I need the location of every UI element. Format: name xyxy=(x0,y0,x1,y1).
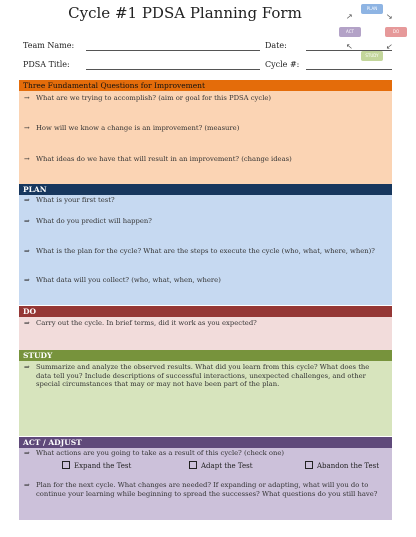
study-section xyxy=(19,350,392,436)
team-name-label: Team Name: xyxy=(23,41,75,50)
cycle-study-box: STUDY xyxy=(361,51,383,61)
checkbox-icon xyxy=(305,461,313,469)
question-item[interactable]: → What are we trying to accomplish? (aim or goal for this PDSA cycle) xyxy=(24,94,272,102)
question-item[interactable]: → What ideas do we have that will result in an improvement? (change ideas) xyxy=(24,155,292,163)
date-field[interactable] xyxy=(306,50,392,51)
arrow-icon: → xyxy=(343,40,355,53)
double-arrow-icon: ⇒ xyxy=(24,481,30,489)
act-heading: ACT / ADJUST xyxy=(19,437,392,448)
adapt-test-checkbox[interactable]: Adapt the Test xyxy=(189,461,253,470)
page-title: Cycle #1 PDSA Planning Form xyxy=(68,4,302,22)
do-heading: DO xyxy=(19,306,392,317)
date-label: Date: xyxy=(265,41,287,50)
abandon-test-checkbox[interactable]: Abandon the Test xyxy=(305,461,379,470)
act-item[interactable]: ⇒ What actions are you going to take as a result of this cycle? (check one) xyxy=(24,449,285,457)
questions-heading: Three Fundamental Questions for Improvement xyxy=(19,80,392,91)
arrow-icon: → xyxy=(383,40,395,53)
cycle-number-label: Cycle #: xyxy=(265,60,300,69)
arrow-icon: → xyxy=(24,124,30,132)
do-item[interactable]: ⇒ Carry out the cycle. In brief terms, did it work as you expected? xyxy=(24,319,257,327)
checkbox-icon xyxy=(189,461,197,469)
questions-section xyxy=(19,80,392,184)
plan-section xyxy=(19,184,392,305)
arrow-icon: → xyxy=(24,94,30,102)
act-item[interactable]: ⇒ Plan for the next cycle. What changes are needed? If expanding or adapting, what will you do to continue your learning while beginning to spread the successes? What questions do you still have? xyxy=(24,481,378,498)
plan-item[interactable]: ⇒ What data will you collect? (who, what, when, where) xyxy=(24,276,221,284)
double-arrow-icon: ⇒ xyxy=(24,196,30,204)
question-item[interactable]: → How will we know a change is an improvement? (measure) xyxy=(24,124,240,132)
team-name-field[interactable] xyxy=(86,50,260,51)
do-section xyxy=(19,306,392,350)
cycle-act-box: ACT xyxy=(339,27,361,37)
act-section xyxy=(19,437,392,520)
expand-test-checkbox[interactable]: Expand the Test xyxy=(62,461,131,470)
checkbox-icon xyxy=(62,461,70,469)
arrow-icon: → xyxy=(383,10,395,23)
cycle-plan-box: PLAN xyxy=(361,4,383,14)
pdsa-title-label: PDSA Title: xyxy=(23,60,70,69)
study-heading: STUDY xyxy=(19,350,392,361)
pdsa-title-field[interactable] xyxy=(86,69,260,70)
plan-item[interactable]: ⇒ What is the plan for the cycle? What are the steps to execute the cycle (who, what, where, when)? xyxy=(24,247,375,255)
double-arrow-icon: ⇒ xyxy=(24,247,30,255)
double-arrow-icon: ⇒ xyxy=(24,363,30,371)
cycle-do-box: DO xyxy=(385,27,407,37)
cycle-number-field[interactable] xyxy=(306,69,392,70)
arrow-icon: → xyxy=(343,10,355,23)
plan-item[interactable]: ⇒ What is your first test? xyxy=(24,196,115,204)
plan-heading: PLAN xyxy=(19,184,392,195)
double-arrow-icon: ⇒ xyxy=(24,217,30,225)
arrow-icon: → xyxy=(24,155,30,163)
double-arrow-icon: ⇒ xyxy=(24,319,30,327)
double-arrow-icon: ⇒ xyxy=(24,449,30,457)
double-arrow-icon: ⇒ xyxy=(24,276,30,284)
plan-item[interactable]: ⇒ What do you predict will happen? xyxy=(24,217,152,225)
study-item[interactable]: ⇒ Summarize and analyze the observed results. What did you learn from this cycle? What does the data tell you? Include descriptions of successful interactions, unexpected challenges, and other special circumstances that may or may not have been part of the plan. xyxy=(24,363,370,388)
